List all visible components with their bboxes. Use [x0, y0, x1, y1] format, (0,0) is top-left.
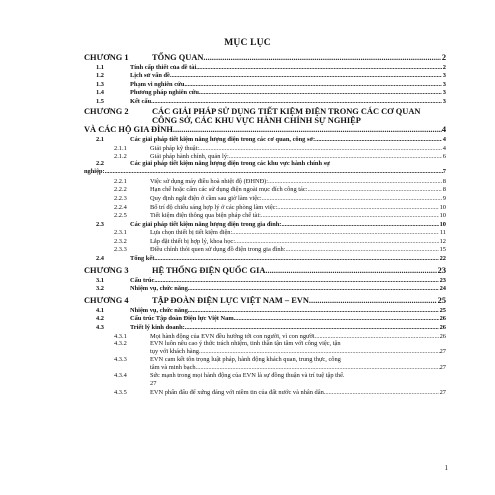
toc-section-1-3[interactable]	[84, 79, 446, 88]
toc-text: Các giải pháp tiết kiệm năng lượng điện trong các cơ quan, công sở:	[130, 135, 316, 143]
toc-number: 4.1	[96, 306, 104, 314]
page-title: MỤC LỤC	[224, 38, 271, 48]
toc-section-2-3[interactable]	[84, 219, 446, 228]
toc-page: 11	[439, 229, 446, 237]
toc-leader	[188, 307, 439, 314]
toc-page: 4	[441, 124, 446, 134]
toc-text: Lịch sử vấn đề	[130, 72, 170, 80]
toc-number: 2.4	[96, 255, 104, 263]
toc-page: 3	[442, 80, 446, 88]
page-number: 1	[444, 464, 448, 472]
toc-text: TỔNG QUAN	[152, 52, 204, 62]
toc-leader	[262, 195, 442, 202]
toc-leader	[265, 266, 436, 275]
toc-number: 4.3.2	[114, 339, 127, 347]
toc-text: Tổng kết	[130, 255, 155, 263]
toc-page: 3	[442, 72, 446, 80]
toc-leader	[235, 238, 439, 245]
toc-page: 9	[442, 194, 446, 202]
toc-page: 10	[439, 220, 446, 228]
toc-page: 3	[442, 89, 446, 97]
toc-leader	[196, 64, 442, 71]
toc-text: Phạm vi nghiên cứu	[130, 80, 185, 88]
toc-leader	[151, 98, 442, 105]
toc-page: 27	[439, 347, 446, 355]
toc-number: 2.3.2	[114, 237, 127, 245]
toc-number: 4.3.3	[114, 355, 127, 363]
toc-leader	[315, 136, 442, 143]
toc-page: 6	[442, 153, 446, 161]
toc-text: Các giải pháp tiết kiệm năng lượng điện trong các khu vực hành chính sự	[130, 160, 330, 168]
toc-leader	[268, 178, 442, 185]
toc-text: EVN cam kết tôn trọng luật pháp, hành động khách quan, trung thực, công	[150, 355, 341, 363]
toc-section-1-4[interactable]	[84, 88, 446, 97]
toc-leader	[316, 333, 438, 340]
toc-number: 2.2.2	[114, 186, 127, 194]
toc-chapter-1[interactable]	[84, 52, 446, 62]
toc-text: CÁC GIẢI PHÁP SỬ DỤNG TIẾT KIỆM ĐIỆN TRONG CÁC CƠ QUAN CÔNG SỞ, CÁC KHU VỰC HÀNH CHÍNH SỰ NGHIỆP	[152, 106, 421, 125]
toc-subsection-2-2-4[interactable]	[84, 202, 446, 211]
toc-number: CHƯƠNG 1	[84, 52, 129, 62]
toc-text: Triết lý kinh doanh:	[130, 324, 185, 332]
toc-text: Tính cấp thiết của đề tài	[130, 63, 197, 71]
toc-number: 2.1	[96, 135, 104, 143]
toc-subsection-2-1-1[interactable]	[84, 143, 446, 152]
toc-text: EVN phấn đấu để xứng đáng với niềm tin của đất nước và nhân dân.	[150, 389, 326, 397]
toc-leader	[199, 89, 442, 96]
toc-text: Sức mạnh trong mọi hành động của EVN là sự đồng thuận và trí tuệ tập thể.	[150, 371, 345, 379]
toc-number: 4.3.5	[114, 389, 127, 397]
toc-text: TẬP ĐOÀN ĐIỆN LỰC VIỆT NAM – EVN	[152, 296, 309, 306]
toc-page: 26	[439, 332, 446, 340]
toc-subsection-2-3-1[interactable]	[84, 228, 446, 237]
toc-page: 10	[439, 212, 446, 220]
toc-text: Điều chỉnh thói quen sử dụng đồ điện trong gia đình:	[150, 246, 286, 254]
toc-text-continued: tâm và minh bạch	[150, 363, 196, 371]
toc-leader	[309, 296, 437, 305]
toc-text: Lựa chọn thiết bị tiết kiệm điện:	[150, 229, 233, 237]
toc-page: 25	[439, 306, 446, 314]
toc-chapter-4[interactable]	[84, 295, 446, 305]
toc-subsection-4-3-2[interactable]	[84, 340, 446, 356]
toc-section-1-5[interactable]	[84, 96, 446, 105]
toc-page: 4	[442, 135, 446, 143]
toc-leader	[196, 364, 440, 372]
toc-number: 1.5	[96, 97, 104, 105]
toc-section-4-2[interactable]	[84, 314, 446, 323]
toc-text: Giải pháp hành chính, quản lý:	[150, 153, 229, 161]
toc-text: Kết cấu	[130, 97, 152, 105]
toc-number: 2.3.3	[114, 246, 127, 254]
toc-leader	[173, 126, 442, 135]
toc-number: 2.2.4	[114, 203, 127, 211]
toc-number: 1.1	[96, 63, 104, 71]
toc-section-1-1[interactable]	[84, 62, 446, 71]
toc-number: 2.2.1	[114, 177, 127, 185]
toc-page: 27	[439, 389, 446, 397]
toc-text: EVN luôn nêu cao ý thức trách nhiệm, tinh thần tận tâm với công việc, tận	[150, 339, 341, 347]
toc-number: 2.2.5	[114, 212, 127, 220]
toc-number: 2.2	[96, 160, 104, 168]
toc-leader	[203, 53, 440, 62]
toc-text: Giải pháp kỹ thuật:	[150, 144, 200, 152]
toc-page: 2	[442, 63, 446, 71]
toc-text: Cấu trúc	[130, 276, 155, 284]
toc-number: 4.3.4	[114, 371, 127, 379]
toc-text-continued: VÀ CÁC HỘ GIA ĐÌNH	[84, 124, 173, 134]
toc-section-1-2[interactable]	[84, 71, 446, 80]
toc-section-3-2[interactable]	[84, 284, 446, 293]
toc-number: 2.3	[96, 220, 104, 228]
toc-leader	[229, 153, 442, 160]
toc-subsection-2-2-3[interactable]	[84, 193, 446, 202]
toc-text: Phương pháp nghiên cứu	[130, 89, 199, 97]
toc-leader	[154, 277, 438, 284]
toc-number: 2.2.3	[114, 194, 127, 202]
toc-page: 15	[439, 246, 446, 254]
toc-subsection-4-3-1[interactable]	[84, 331, 446, 340]
toc-text: Cấu trúc Tập đoàn Điện lực Việt Nam	[130, 315, 234, 323]
toc-number: 2.3.1	[114, 229, 127, 237]
toc-page: 8	[442, 177, 446, 185]
toc-number: CHƯƠNG 3	[84, 265, 129, 275]
toc-text: Tiết kiệm điện thông qua biện pháp chế tài:	[150, 212, 261, 220]
toc-page: 26	[439, 324, 446, 332]
toc-text: Các giải pháp tiết kiệm năng lượng điện trong gia đình:	[130, 220, 282, 228]
toc-leader	[154, 255, 438, 262]
toc-number: 1.4	[96, 89, 104, 97]
toc-section-4-1[interactable]	[84, 305, 446, 314]
toc-leader	[188, 285, 439, 292]
toc-text: HỆ THỐNG ĐIỆN QUỐC GIA	[152, 265, 266, 275]
toc-page: 26	[439, 315, 446, 323]
toc-subsection-4-3-5[interactable]	[84, 388, 446, 397]
toc-leader	[325, 389, 438, 396]
toc-leader	[281, 221, 438, 228]
toc-number: CHƯƠNG 2	[84, 106, 129, 116]
toc-text: Lắp đặt thiết bị hợp lý, khoa học:	[150, 237, 236, 245]
toc-leader	[261, 212, 439, 219]
toc-leader	[105, 168, 443, 176]
toc-subsection-4-3-4[interactable]	[84, 372, 446, 388]
toc-page: 23	[437, 265, 446, 275]
toc-subsection-2-3-2[interactable]	[84, 236, 446, 245]
toc-page: 2	[441, 52, 446, 62]
toc-page: 7	[442, 168, 446, 176]
toc-leader	[232, 229, 439, 236]
toc-number: 2.1.2	[114, 153, 127, 161]
toc-leader	[199, 145, 442, 152]
toc-page: 10	[439, 203, 446, 211]
toc-text: Bố trí độ chiếu sáng hợp lý ở các phòng làm việc:	[150, 203, 278, 211]
toc-leader	[185, 324, 439, 331]
toc-page: 27	[439, 363, 446, 371]
toc-page: 4	[442, 144, 446, 152]
toc-subsection-2-3-3[interactable]	[84, 245, 446, 254]
toc-subsection-2-2-2[interactable]	[84, 185, 446, 194]
toc-number: 3.1	[96, 276, 104, 284]
toc-section-2-2[interactable]	[84, 160, 446, 176]
toc-text: Nhiệm vụ, chức năng	[130, 285, 188, 293]
toc-text: Việc sử dụng máy điều hoà nhiệt độ (ĐHNĐ):	[150, 177, 269, 185]
toc-leader	[286, 246, 439, 253]
toc-section-4-3[interactable]	[84, 323, 446, 332]
toc-number: 4.3.1	[114, 332, 127, 340]
toc-page: 22	[439, 255, 446, 263]
toc-subsection-4-3-3[interactable]	[84, 356, 446, 372]
toc-chapter-3[interactable]	[84, 265, 446, 275]
toc-text-continued: tụy với khách hàng	[150, 347, 199, 355]
toc-number: 1.2	[96, 72, 104, 80]
toc-leader	[234, 315, 439, 322]
toc-number: 2.1.1	[114, 144, 127, 152]
toc-text: Quy định ngắt điện ở cầm sau giờ làm việc:	[150, 194, 262, 202]
toc-number: 1.3	[96, 80, 104, 88]
toc-page: 25	[437, 296, 446, 306]
toc-page: 27	[150, 379, 157, 387]
toc-section-2-4[interactable]	[84, 254, 446, 263]
toc-leader	[308, 186, 442, 193]
toc-leader	[170, 72, 442, 79]
toc-text-continued: nghiệp:	[84, 168, 105, 176]
toc-subsection-2-2-5[interactable]	[84, 211, 446, 220]
toc-subsection-2-1-2[interactable]	[84, 152, 446, 161]
toc-subsection-2-2-1[interactable]	[84, 176, 446, 185]
toc-number: CHƯƠNG 4	[84, 296, 129, 306]
toc-number: 4.2	[96, 315, 104, 323]
toc-text: Nhiệm vụ, chức năng	[130, 306, 188, 314]
toc-text: Mọi hành động của EVN đều hướng tới con người, vì con người.	[150, 332, 317, 340]
toc-leader	[277, 204, 438, 211]
toc-page: 23	[439, 276, 446, 284]
toc-number: 4.3	[96, 324, 104, 332]
toc-leader	[184, 81, 441, 88]
toc-leader	[199, 348, 440, 356]
toc-number: 3.2	[96, 285, 104, 293]
toc-text: Hạn chế hoặc cấm các sử dụng điện ngoài mục đích công tác:	[150, 186, 308, 194]
toc-section-3-1[interactable]	[84, 275, 446, 284]
table-of-contents	[84, 49, 446, 396]
toc-section-2-1[interactable]	[84, 134, 446, 143]
toc-page: 24	[439, 285, 446, 293]
toc-chapter-2[interactable]	[84, 108, 446, 134]
toc-page: 12	[439, 237, 446, 245]
toc-page: 3	[442, 97, 446, 105]
toc-page: 8	[442, 186, 446, 194]
